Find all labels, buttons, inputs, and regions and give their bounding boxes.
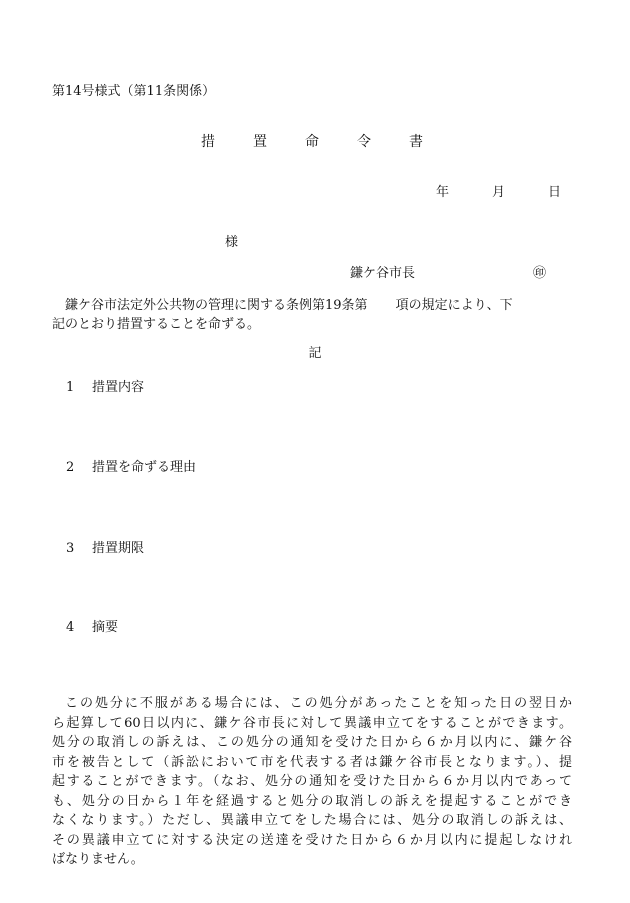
item-reason [66, 456, 196, 475]
item-deadline [66, 537, 144, 556]
form-number: 第14号様式（第11条関係） [52, 84, 216, 99]
order-body-line-1 [52, 294, 513, 313]
appeal-notice-line: 起することができます。（なお、処分の通知を受けた日から６か月以内であって [52, 774, 572, 789]
appeal-notice-line: なくなります。）ただし、異議申立てをした場合には、処分の取消しの訴えは、 [52, 813, 572, 828]
date-year-label: 年 [436, 185, 450, 200]
item-label: 措置内容 [92, 380, 145, 395]
seal-mark: ㊞ [533, 266, 547, 281]
item-number: 4 [66, 620, 75, 635]
item-measure-content [66, 376, 144, 395]
appeal-notice-line: その異議申立てに対する決定の送達を受けた日から６か月以内に提起しなけれ [52, 832, 572, 848]
appeal-notice-line: も、処分の日から１年を経過すると処分の取消しの訴えを提起することができ [52, 793, 572, 809]
date-day-label: 日 [548, 185, 562, 200]
item-label: 摘要 [92, 620, 119, 635]
document-title: 措 置 命 令 書 [201, 134, 435, 150]
appeal-notice [52, 694, 572, 870]
appeal-notice-line: この処分に不服がある場合には、この処分があったことを知った日の翌日か [65, 696, 572, 711]
date-month-label: 月 [492, 185, 506, 200]
appeal-notice-line: ら起算して60日以内に、鎌ケ谷市長に対して異議申立てをすることができます。 [52, 715, 572, 731]
addressee-honorific: 様 [225, 235, 239, 250]
item-label: 措置を命ずる理由 [92, 460, 197, 475]
item-remarks [66, 616, 118, 635]
item-label: 措置期限 [92, 541, 145, 556]
appeal-notice-line: ばなりません。 [52, 852, 144, 867]
item-number: 3 [66, 541, 75, 556]
ki-heading: 記 [308, 346, 322, 361]
issuer-name: 鎌ケ谷市長 [350, 266, 416, 281]
item-number: 1 [66, 380, 75, 395]
appeal-notice-line: 市を被告として（訴訟において市を代表する者は鎌ケ谷市長となります。）、提 [52, 754, 572, 770]
order-body-text-before-blank: 鎌ケ谷市法定外公共物の管理に関する条例第19条第 [65, 298, 368, 313]
item-number: 2 [66, 460, 75, 475]
appeal-notice-line: 処分の取消しの訴えは、この処分の通知を受けた日から６か月以内に、鎌ケ谷 [52, 735, 572, 750]
order-body-text-after-blank: 項の規定により、下 [395, 298, 513, 313]
order-body-line-2: 記のとおり措置することを命ずる。 [52, 317, 261, 332]
